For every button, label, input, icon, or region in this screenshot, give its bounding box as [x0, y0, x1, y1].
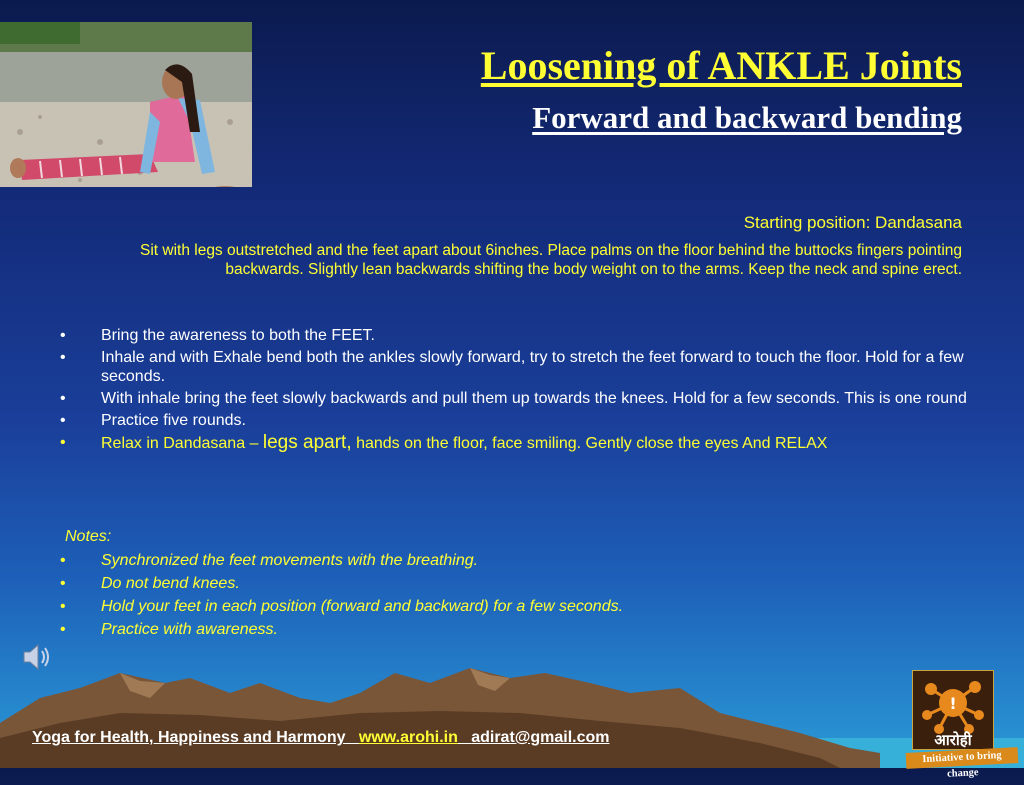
bullet: • [60, 598, 66, 615]
note-text: Synchronized the feet movements with the breathing. [101, 552, 479, 569]
mountains-decoration [0, 653, 1024, 768]
arohi-logo [912, 670, 994, 750]
relax-text-3: hands on the floor, face smiling. Gently close the eyes And RELAX [351, 435, 828, 452]
list-item [60, 574, 940, 593]
bullet: • [60, 349, 66, 366]
list-item [60, 389, 970, 408]
list-item-relax [60, 433, 970, 453]
step-text: Inhale and with Exhale bend both the ankles slowly forward, try to stretch the feet forward to touch the floor. Hold for a few seconds. [101, 349, 964, 385]
relax-text-2: legs apart, [262, 432, 352, 453]
steps-list [60, 326, 970, 456]
starting-position-heading: Starting position: Dandasana [743, 213, 962, 232]
relax-text-1: Relax in Dandasana – [101, 435, 263, 452]
bullet: • [60, 575, 66, 592]
list-item [60, 551, 940, 570]
bullet: • [60, 412, 66, 429]
footer [32, 729, 610, 747]
list-item [60, 348, 970, 386]
note-text: Do not bend knees. [101, 575, 240, 592]
list-item [60, 411, 970, 430]
pose-photo [0, 22, 252, 187]
bullet: • [60, 327, 66, 344]
step-text: Bring the awareness to both the FEET. [101, 327, 375, 344]
footer-link[interactable]: www.arohi.in [358, 729, 458, 746]
bullet: • [60, 434, 66, 451]
note-text: Practice with awareness. [101, 621, 278, 638]
list-item [60, 597, 940, 616]
step-text: With inhale bring the feet slowly backwards and pull them up towards the knees. Hold for a few seconds. This is one round [101, 390, 967, 407]
logo-mark: ! [949, 694, 957, 713]
notes-list [60, 551, 940, 643]
page-subtitle: Forward and backward bending [532, 100, 962, 135]
logo-name: आरोही [934, 731, 972, 749]
bullet: • [60, 552, 66, 569]
list-item [60, 620, 940, 639]
bullet: • [60, 621, 66, 638]
logo-tagline: Initiative to bring change [906, 747, 1019, 769]
step-text: Practice five rounds. [101, 412, 246, 429]
list-item [60, 326, 970, 345]
notes-heading: Notes: [65, 528, 112, 545]
page-title: Loosening of ANKLE Joints [480, 43, 962, 88]
note-text: Hold your feet in each position (forward and backward) for a few seconds. [101, 598, 624, 615]
footer-tagline: Yoga for Health, Happiness and Harmony [32, 729, 346, 746]
bullet: • [60, 390, 66, 407]
starting-position-description: Sit with legs outstretched and the feet apart about 6inches. Place palms on the floor behind the buttocks fingers pointing backwards. Slightly lean backwards shifting the body weight on to the arms. Keep the neck and spine erect. [139, 242, 962, 278]
footer-email[interactable]: adirat@gmail.com [471, 729, 610, 746]
